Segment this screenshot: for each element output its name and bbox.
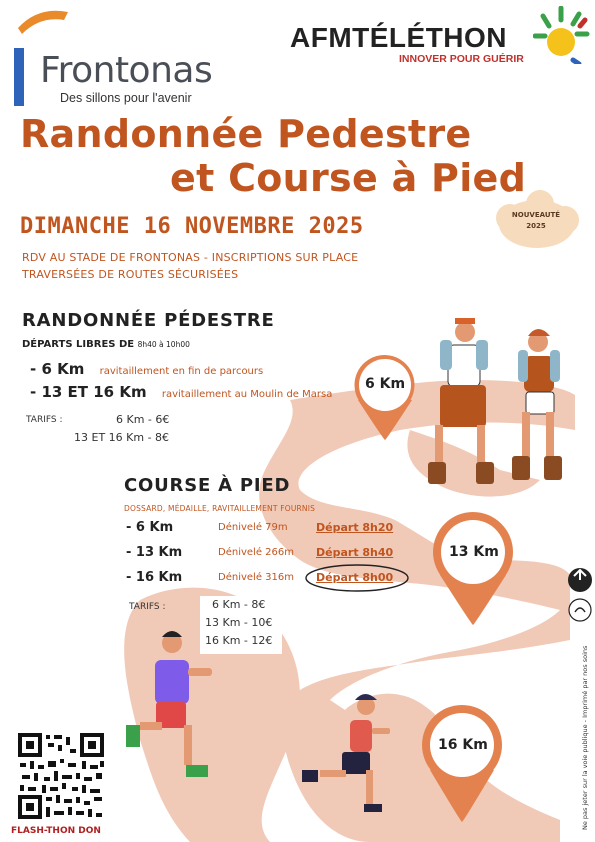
frontonas-logo — [8, 0, 258, 110]
course-tarifs-box — [200, 596, 282, 654]
event-date: DIMANCHE 16 NOVEMBRE 2025 — [20, 214, 364, 239]
course-distance: - 6 Km — [126, 520, 174, 535]
vertical-note-text: Ne pas jeter sur la voie publique - Imprimé par nos soins — [581, 645, 589, 830]
course-denivele: Dénivelé 266m — [218, 547, 294, 558]
recycle-icon — [568, 568, 592, 621]
rdv-info: RDV AU STADE DE FRONTONAS - INSCRIPTIONS SUR PLACE — [22, 251, 359, 264]
course-tarif-16km: 16 Km - 12€ — [205, 634, 273, 647]
pin-label-16km: 16 Km — [438, 737, 488, 753]
course-depart: Départ 8h20 — [316, 521, 394, 534]
course-heading: COURSE À PIED — [124, 475, 291, 496]
course-denivele: Dénivelé 316m — [218, 572, 294, 583]
randonnee-tarif-13-16km: 13 ET 16 Km - 8€ — [74, 431, 170, 444]
course-distance: - 13 Km — [126, 545, 183, 560]
randonnee-tarifs-label: TARIFS : — [26, 415, 63, 425]
afm-telethon-tagline: INNOVER POUR GUÉRIR — [399, 53, 524, 65]
randonnee-tarif-6km: 6 Km - 6€ — [116, 413, 170, 426]
randonnee-item-13-16km — [30, 383, 332, 401]
randonnee-note: ravitaillement au Moulin de Marsa — [161, 389, 333, 400]
course-tarif-6km: 6 Km - 8€ — [212, 598, 266, 611]
departs-hours: 8h40 à 10h00 — [137, 340, 190, 349]
departs-label: DÉPARTS LIBRES DE — [22, 339, 135, 350]
nouveaute-badge-text — [510, 210, 562, 232]
course-depart: Départ 8h40 — [316, 546, 394, 559]
randonnee-departs — [22, 339, 190, 350]
pin-13km — [433, 512, 513, 625]
afm-telethon-name: AFMTÉLÉTHON — [290, 22, 508, 53]
crossings-info: TRAVERSÉES DE ROUTES SÉCURISÉES — [22, 268, 239, 281]
donation-qr-code[interactable] — [16, 731, 106, 821]
pin-label-6km: 6 Km — [365, 376, 406, 392]
course-row-16km — [126, 570, 416, 590]
randonnee-distance: - 6 Km — [30, 360, 85, 378]
pin-label-13km: 13 Km — [449, 544, 499, 560]
randonnee-note: ravitaillement en fin de parcours — [99, 366, 264, 377]
course-depart: Départ 8h00 — [316, 571, 394, 584]
randonnee-heading: RANDONNÉE PÉDESTRE — [22, 310, 275, 331]
badge-line-1: NOUVEAUTÉ — [511, 211, 561, 219]
course-tarifs-label: TARIFS : — [129, 602, 166, 612]
badge-line-2: 2025 — [526, 222, 546, 230]
course-distance: - 16 Km — [126, 570, 183, 585]
randonnee-item-6km — [30, 360, 263, 378]
title-line-1: Randonnée Pedestre — [20, 112, 472, 156]
frontonas-name: Frontonas — [40, 50, 213, 91]
course-denivele: Dénivelé 79m — [218, 522, 288, 533]
course-row-6km — [126, 520, 416, 540]
title-line-2: et Course à Pied — [170, 156, 527, 200]
course-row-13km — [126, 545, 416, 565]
qr-caption: FLASH-THON DON — [11, 826, 101, 836]
course-subtitle: DOSSARD, MÉDAILLE, RAVITAILLEMENT FOURNIS — [124, 504, 316, 513]
frontonas-tagline: Des sillons pour l'avenir — [60, 91, 192, 105]
course-tarif-13km: 13 Km - 10€ — [205, 616, 273, 629]
vertical-note — [577, 645, 595, 830]
telethon-sun-icon — [533, 6, 593, 64]
randonnee-distance: - 13 ET 16 Km — [30, 383, 147, 401]
